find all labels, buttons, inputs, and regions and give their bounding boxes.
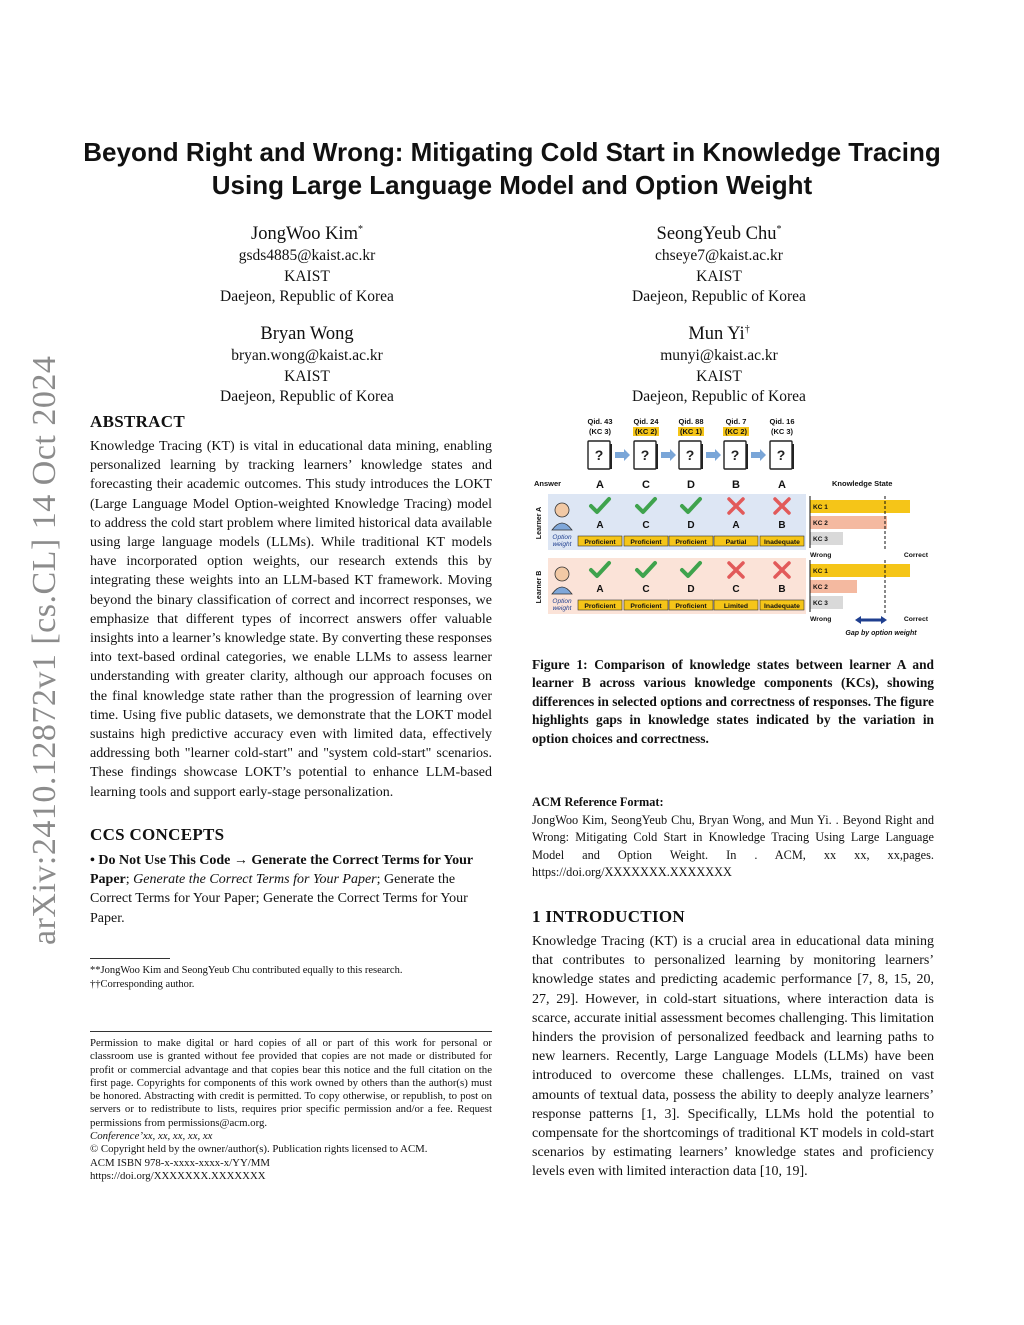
footnote-corresponding: ††Corresponding author. — [90, 978, 195, 990]
acm-ref-heading: ACM Reference Format: — [532, 795, 664, 809]
footnotes — [90, 958, 492, 991]
learner-label: Learner B — [536, 570, 543, 604]
correct-label: Correct — [903, 616, 928, 623]
kc-label: KC 3 — [813, 536, 828, 543]
abstract-section — [90, 412, 492, 802]
option-weight-value: Inadequate — [764, 539, 800, 546]
answer-key: C — [642, 479, 650, 491]
acm-reference — [532, 794, 934, 882]
isbn-line: ACM ISBN 978-x-xxxx-xxxx-x/YY/MM — [90, 1156, 270, 1169]
ccs-section — [90, 825, 492, 928]
permission-text: Permission to make digital or hard copies of all or part of this work for personal or classroom use is granted without fee provided that copies are not made or distributed for profit or commercial advantage and that copies bear this notice and the full citation on the first page. Copyrights for components of this work owned by others than the author(s) must be honored. Abstracting with credit is permitted. To copy otherwise, or republish, to post on servers or to redistribute to lists, requires prior specific permission and/or a fee. Request permissions from permissions@acm.org. — [90, 1037, 492, 1129]
kc-label: KC 2 — [813, 520, 828, 527]
question-mark-icon: ? — [776, 447, 786, 463]
abstract-heading: ABSTRACT — [90, 412, 185, 431]
arxiv-identifier: arXiv:2410.12872v1 [cs.CL] 14 Oct 2024 — [26, 355, 63, 945]
author-mark: * — [776, 224, 782, 235]
question-kc: (KC 1) — [679, 427, 703, 436]
option-weight-value: Inadequate — [764, 603, 800, 610]
author-affiliation: KAIST — [284, 367, 330, 385]
ccs-text: • Do Not Use This Code → Generate the Correct Terms for Your Paper; Generate the Correct Terms for Your Paper; Generate the Correct Terms for Your Paper; Generate the Correct Terms for Your Paper. — [90, 853, 473, 926]
avatar-head-icon — [555, 567, 569, 581]
question-mark-icon: ? — [730, 447, 740, 463]
question-kc: (KC 2) — [634, 427, 658, 436]
correct-label: Correct — [903, 552, 928, 559]
answer-key: B — [732, 479, 740, 491]
author-location: Daejeon, Republic of Korea — [220, 388, 394, 406]
selected-option: D — [687, 584, 695, 595]
author-email: bryan.wong@kaist.ac.kr — [231, 347, 383, 365]
author-mark: * — [357, 224, 363, 235]
permission-rule — [90, 1031, 492, 1032]
author-mark: † — [744, 324, 750, 335]
answer-key: A — [596, 479, 604, 491]
flow-arrow-icon — [661, 449, 676, 461]
author-location: Daejeon, Republic of Korea — [632, 388, 806, 406]
option-weight-label: Option — [552, 598, 572, 605]
question-kc: (KC 2) — [724, 427, 748, 436]
option-weight-value: Proficient — [584, 603, 616, 610]
author-block-1 — [157, 218, 457, 308]
kc-label: KC 1 — [813, 504, 828, 511]
selected-option: C — [642, 584, 650, 595]
ccs-bold: • Do Not Use This Code → Generate the Correct Terms for Your Paper — [90, 853, 473, 888]
wrong-label: Wrong — [810, 552, 832, 559]
option-weight-label: Option — [552, 534, 572, 541]
question-mark-icon: ? — [594, 447, 604, 463]
option-weight-label: weight — [552, 605, 572, 612]
author-block-2 — [569, 218, 869, 308]
question-id: Qid. 24 — [633, 417, 659, 426]
option-weight-value: Proficient — [630, 539, 662, 546]
selected-option: C — [642, 520, 650, 531]
footnote-rule — [90, 958, 170, 959]
doi-line: https://doi.org/XXXXXXX.XXXXXXX — [90, 1169, 266, 1182]
answer-key: D — [687, 479, 695, 491]
knowledge-state-label: Knowledge State — [832, 479, 893, 488]
selected-option: B — [778, 520, 786, 531]
ccs-rest: ; Generate the Correct Terms for Your Paper; Generate the Correct Terms for Your Paper. — [90, 872, 468, 926]
abstract-text: Knowledge Tracing (KT) is vital in educational data mining, enabling personalized learning by tracking learners’ knowledge states and forecasting their academic outcomes. This study introduces the LOKT (Large Language Model Option-weighted Knowledge Tracing) model to address the cold start problem where limited historical data available using large language models (LLMs). While traditional KT models have incorporated option weights, our research extends this by integrating these weights into an LLM-based KT framework. Moving beyond the binary classification of correct and incorrect responses, we emphasize that different types of incorrect answers offer valuable insights into a learner’s knowledge state. By converting these responses into text-based ordinal categories, we enable LLMs to assess learner understanding with greater clarity, although our approach focuses on the final knowledge state rather than the progression of learning over time. Using five public datasets, we demonstrate that the LOKT model sustains high predictive accuracy even with limited data, effectively addressing both "learner cold-start" and "system cold-start" scenarios. These findings showcase LOKT’s potential to enhance LLM-based learning tools and support early-stage personalization. — [90, 439, 492, 800]
author-name: SeongYeub Chu — [656, 224, 777, 245]
wrong-label: Wrong — [810, 616, 832, 623]
option-weight-value: Proficient — [584, 539, 616, 546]
selected-option: C — [732, 584, 740, 595]
author-affiliation: KAIST — [696, 367, 742, 385]
author-block-4 — [569, 318, 869, 408]
kc-label: KC 3 — [813, 600, 828, 607]
learner-label: Learner A — [536, 506, 543, 540]
selected-option: A — [596, 520, 604, 531]
question-mark-icon: ? — [640, 447, 650, 463]
author-name: JongWoo Kim — [251, 224, 358, 245]
introduction-section — [532, 907, 934, 1182]
conference-line: Conference’xx, xx, xx, xx, xx — [90, 1130, 213, 1143]
kc-label: KC 1 — [813, 568, 828, 575]
author-location: Daejeon, Republic of Korea — [632, 288, 806, 306]
copyright-line: © Copyright held by the owner/author(s). Publication rights licensed to ACM. — [90, 1143, 428, 1156]
flow-arrow-icon — [615, 449, 630, 461]
author-email: chseye7@kaist.ac.kr — [655, 247, 783, 265]
question-kc: (KC 3) — [588, 427, 612, 436]
author-name: Bryan Wong — [260, 324, 354, 345]
acm-ref-text: JongWoo Kim, SeongYeub Chu, Bryan Wong, and Mun Yi. . Beyond Right and Wrong: Mitigating Cold Start in Knowledge Tracing Using Large Language Model and Option Weight. In . ACM, xx xx, xx,pages. https://doi.org/XXXXXXX.XXXXXXX — [532, 812, 934, 879]
selected-option: D — [687, 520, 695, 531]
ccs-italic: Generate the Correct Terms for Your Paper — [133, 872, 377, 888]
option-weight-value: Partial — [725, 539, 747, 546]
author-name: Mun Yi — [688, 324, 745, 345]
answer-label: Answer — [534, 479, 562, 488]
question-id: Qid. 7 — [725, 417, 747, 426]
option-weight-value: Proficient — [675, 603, 707, 610]
question-id: Qid. 43 — [587, 417, 613, 426]
flow-arrow-icon — [751, 449, 766, 461]
figure-caption: Figure 1: Comparison of knowledge states between learner A and learner B across various knowledge components (KCs), showing differences in selected options and correctness of responses. The figure highlights gaps in knowledge states indicated by the variation in option choices and correctness. — [532, 657, 934, 746]
question-mark-icon: ? — [685, 447, 695, 463]
footnote-equal: **JongWoo Kim and SeongYeub Chu contributed equally to this research. — [90, 965, 403, 976]
intro-heading: 1 INTRODUCTION — [532, 907, 685, 926]
question-id: Qid. 16 — [769, 417, 795, 426]
author-email: gsds4885@kaist.ac.kr — [238, 247, 376, 265]
paper-title: Beyond Right and Wrong: Mitigating Cold Start in Knowledge Tracing Using Large Language Model and Option Weight — [83, 137, 941, 200]
option-weight-value: Proficient — [675, 539, 707, 546]
gap-label: Gap by option weight — [845, 630, 917, 637]
option-weight-value: Proficient — [630, 603, 662, 610]
author-location: Daejeon, Republic of Korea — [220, 288, 394, 306]
gap-arrow-head-right — [881, 616, 887, 624]
avatar-head-icon — [555, 503, 569, 517]
selected-option: A — [596, 584, 604, 595]
question-id: Qid. 88 — [678, 417, 704, 426]
kc-label: KC 2 — [813, 584, 828, 591]
author-affiliation: KAIST — [696, 267, 742, 285]
author-affiliation: KAIST — [284, 267, 330, 285]
ccs-heading: CCS CONCEPTS — [90, 825, 225, 844]
selected-option: A — [732, 520, 740, 531]
figure-caption-block — [532, 656, 934, 748]
figure-1 — [530, 414, 940, 646]
intro-text: Knowledge Tracing (KT) is a crucial area in educational data mining that contributes to personalized learning by monitoring learners’ knowledge states and predicting academic performance [7, 8, 15, 20, 27, 29]. However, in cold-start situations, where interaction data is scarce, accurate initial assessment becomes challenging. This limitation hinders the provision of personalized feedback and learning paths to new learners. Recently, Large Language Models (LLMs) have been introduced to overcome these challenges. LLMs, trained on vast amounts of textual data, possess the ability to deeply analyze learners’ response patterns [1, 3]. Specifically, LLMs hold the potential to compensate for the shortcomings of traditional KT models in cold-start scenarios by estimating learners’ knowledge states and proficiency levels even with limited interaction data [10, 19]. — [532, 934, 934, 1180]
question-kc: (KC 3) — [770, 427, 794, 436]
flow-arrow-icon — [706, 449, 721, 461]
option-weight-value: Limited — [723, 603, 749, 610]
author-email: munyi@kaist.ac.kr — [660, 347, 778, 365]
gap-arrow-head-left — [855, 616, 861, 624]
selected-option: B — [778, 584, 786, 595]
answer-key: A — [778, 479, 786, 491]
permission-block — [90, 1031, 492, 1183]
author-block-3 — [157, 318, 457, 408]
option-weight-label: weight — [552, 541, 572, 548]
